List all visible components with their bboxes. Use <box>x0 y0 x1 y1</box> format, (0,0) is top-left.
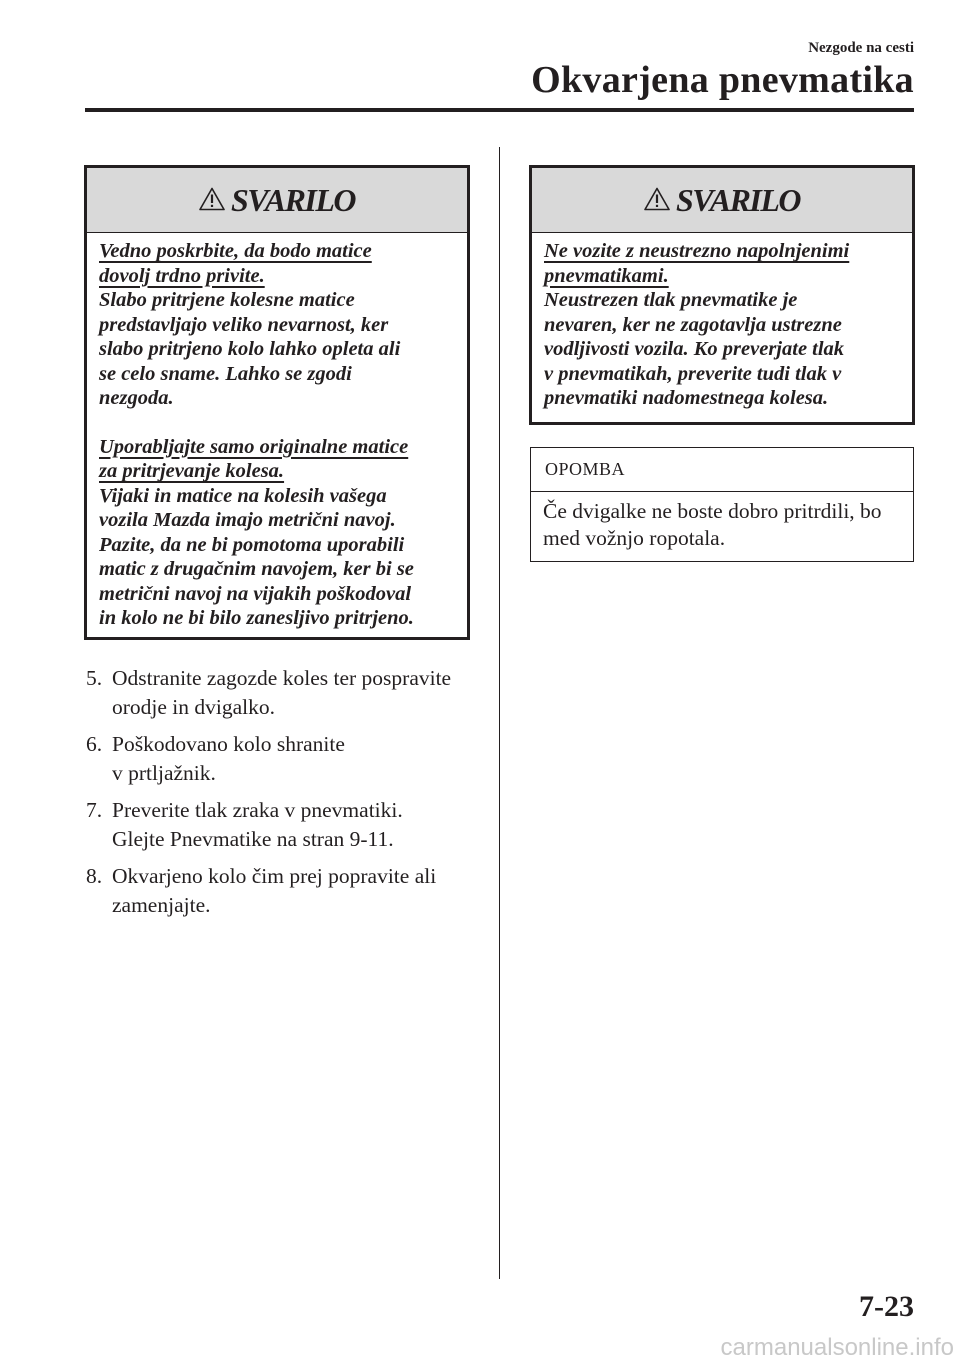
note-box <box>530 447 914 562</box>
list-item <box>86 862 486 920</box>
warning-text-line: nevaren, ker ne zagotavlja ustrezne <box>544 313 842 336</box>
step-text: zamenjajte. <box>112 893 211 917</box>
warning-text-line: vozila Mazda imajo metrični navoj. <box>99 509 396 531</box>
page-title: Okvarjena pnevmatika <box>531 59 914 101</box>
step-text: Glejte Pnevmatike na stran 9-11. <box>112 827 394 851</box>
column-divider <box>499 147 500 1279</box>
warning-text-line: vodljivosti vozila. Ko preverjate tlak <box>544 338 845 360</box>
warning-header <box>532 168 912 233</box>
warning-text-line: Slabo pritrjene kolesne matice <box>99 289 355 311</box>
warning-text-line: slabo pritrjeno kolo lahko opleta ali <box>99 338 401 360</box>
step-text: Poškodovano kolo shranite <box>112 732 345 756</box>
step-text: orodje in dvigalko. <box>112 695 276 719</box>
warning-body <box>87 233 467 639</box>
list-item <box>86 730 486 788</box>
warning-box-left <box>84 165 470 640</box>
warning-text-line: Neustrezen tlak pnevmatike je <box>544 289 798 311</box>
step-text: Preverite tlak zraka v pnevmatiki. <box>112 798 403 822</box>
steps-list <box>86 664 486 928</box>
warning-text-line: Vijaki in matice na kolesih vašega <box>99 484 387 507</box>
header-rule <box>85 108 914 112</box>
warning-label: SVARILO <box>230 181 356 218</box>
warning-label: SVARILO <box>675 181 801 218</box>
step-number: 6. <box>86 732 103 756</box>
warning-subtitle: Ne vozite z neustrezno napolnjenimi <box>544 240 850 262</box>
step-text: v prtljažnik. <box>112 761 216 785</box>
warning-subtitle: dovolj trdno privite. <box>99 264 265 287</box>
note-text-line: med vožnjo ropotala. <box>543 526 726 550</box>
warning-subtitle: Uporabljajte samo originalne matice <box>99 435 409 458</box>
warning-text-line: Pazite, da ne bi pomotoma uporabili <box>99 533 405 556</box>
warning-text-line: in kolo ne bi bilo zanesljivo pritrjeno. <box>99 607 414 629</box>
warning-subtitle: za pritrjevanje kolesa. <box>99 460 285 482</box>
step-number: 5. <box>86 666 103 690</box>
warning-text-line: predstavljajo veliko nevarnost, ker <box>99 313 389 336</box>
warning-text-line: nezgoda. <box>99 387 174 409</box>
note-text-line: Če dvigalke ne boste dobro pritrdili, bo <box>543 499 882 523</box>
step-number: 8. <box>86 864 103 888</box>
warning-text-line: v pnevmatikah, preverite tudi tlak v <box>544 362 842 385</box>
watermark: carmanualsonline.info <box>720 1334 954 1361</box>
note-title: OPOMBA <box>531 448 913 492</box>
warning-text-line: metrični navoj na vijakih poškodoval <box>99 582 412 605</box>
warning-subtitle: Vedno poskrbite, da bodo matice <box>99 240 372 262</box>
warning-body <box>532 233 912 419</box>
warning-triangle-icon <box>644 187 670 211</box>
warning-triangle-icon <box>199 187 225 211</box>
warning-text-line: pnevmatiki nadomestnega kolesa. <box>544 387 829 409</box>
warning-text-line: se celo sname. Lahko se zgodi <box>99 362 352 385</box>
warning-header <box>87 168 467 233</box>
step-text: Okvarjeno kolo čim prej popravite ali <box>112 864 437 888</box>
list-item <box>86 796 486 854</box>
step-text: Odstranite zagozde koles ter pospravite <box>112 666 452 690</box>
warning-text-line: matic z drugačnim navojem, ker bi se <box>99 558 414 580</box>
warning-subtitle: pnevmatikami. <box>544 264 669 287</box>
step-number: 7. <box>86 798 103 822</box>
warning-box-right <box>529 165 915 425</box>
page-number: 7-23 <box>859 1290 914 1323</box>
section-header: Nezgode na cesti <box>808 40 914 56</box>
note-text <box>531 492 913 552</box>
list-item <box>86 664 486 722</box>
